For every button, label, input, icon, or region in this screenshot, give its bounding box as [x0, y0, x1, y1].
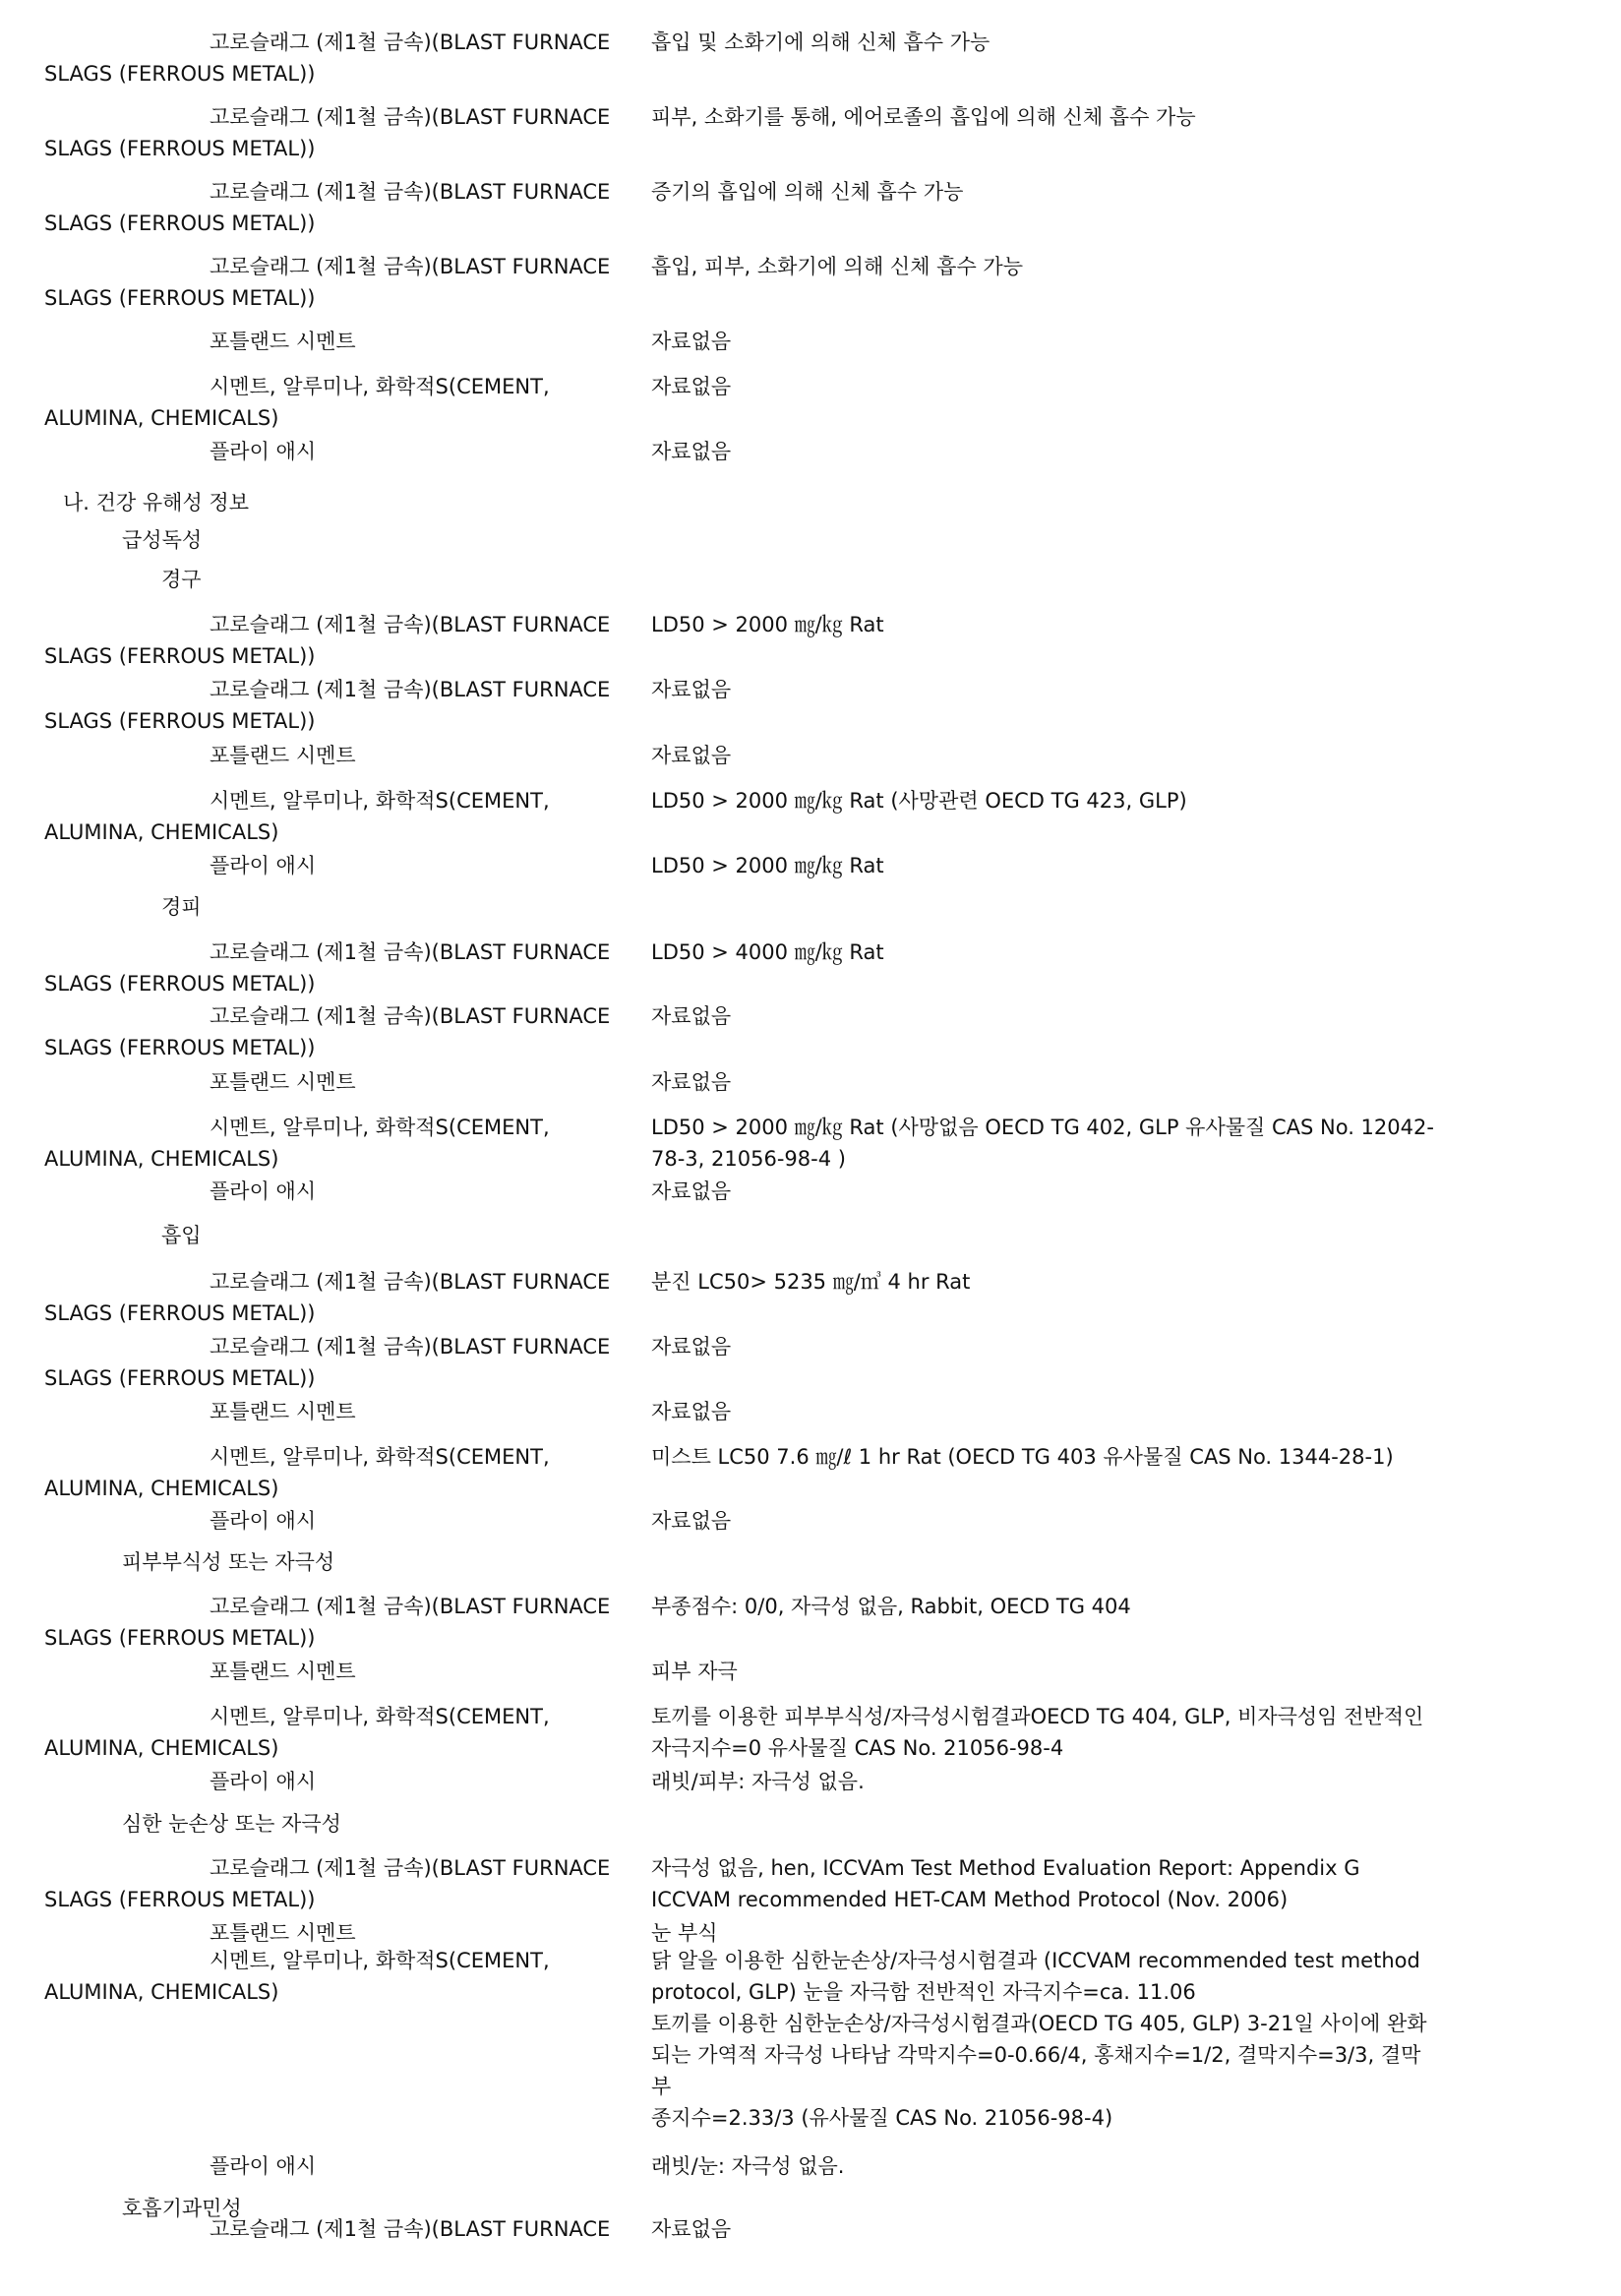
value-line: ICCVAM recommended HET-CAM Method Protocol (Nov. 2006) [651, 1888, 1289, 1911]
substance-name-continued: ALUMINA, CHEMICALS) [44, 820, 279, 844]
substance-name: 플라이 애시 [210, 1509, 317, 1533]
substance-value [651, 27, 1438, 58]
value-line: 흡입, 피부, 소화기에 의해 신체 흡수 가능 [651, 255, 1023, 278]
value-line: 토끼를 이용한 피부부식성/자극성시험결과OECD TG 404, GLP, 비자극성임 전반적인 [651, 1705, 1424, 1728]
value-line: 자료없음 [651, 1070, 732, 1094]
value-line: 자료없음 [651, 1509, 732, 1533]
substance-name-continued: SLAGS (FERROUS METAL)) [44, 1888, 316, 1911]
substance-value [651, 1441, 1438, 1473]
substance-value [651, 251, 1438, 282]
value-line: LD50 > 2000 ㎎/㎏ Rat (사망없음 OECD TG 402, GLP 유사물질 CAS No. 12042- [651, 1116, 1434, 1139]
value-line: 토끼를 이용한 심한눈손상/자극성시험결과(OECD TG 405, GLP) 3-21일 사이에 완화 [651, 2012, 1427, 2035]
substance-value [651, 1331, 1438, 1362]
substance-name: 고로슬래그 (제1철 금속)(BLAST FURNACE [210, 613, 611, 636]
value-line: 래빗/피부: 자극성 없음. [651, 1770, 865, 1793]
substance-name-continued: ALUMINA, CHEMICALS) [44, 406, 279, 430]
value-line: 되는 가역적 자극성 나타남 각막지수=0-0.66/4, 홍채지수=1/2, 결막지수=3/3, 결막부 [651, 2043, 1421, 2098]
value-line: 자료없음 [651, 1335, 732, 1359]
substance-name: 포틀랜드 시멘트 [210, 330, 356, 353]
value-line: 자료없음 [651, 1400, 732, 1423]
value-line: 부종점수: 0/0, 자극성 없음, Rabbit, OECD TG 404 [651, 1595, 1131, 1618]
substance-name: 고로슬래그 (제1철 금속)(BLAST FURNACE [210, 180, 611, 204]
substance-value [651, 850, 1438, 881]
substance-name: 시멘트, 알루미나, 화학적S(CEMENT, [210, 1949, 550, 1972]
substance-name: 고로슬래그 (제1철 금속)(BLAST FURNACE [210, 30, 611, 54]
substance-value [651, 1766, 1438, 1797]
substance-name-continued: SLAGS (FERROUS METAL)) [44, 1301, 316, 1325]
value-line: 자료없음 [651, 744, 732, 767]
substance-name: 플라이 애시 [210, 1770, 317, 1793]
substance-name: 고로슬래그 (제1철 금속)(BLAST FURNACE [210, 1270, 611, 1294]
substance-value [651, 1396, 1438, 1427]
substance-value [651, 1656, 1438, 1687]
substance-name: 포틀랜드 시멘트 [210, 1660, 356, 1683]
substance-value [651, 1066, 1438, 1098]
section-heading: 경구 [161, 568, 202, 591]
substance-value [651, 1945, 1438, 2134]
substance-name: 시멘트, 알루미나, 화학적S(CEMENT, [210, 1705, 550, 1728]
substance-name: 시멘트, 알루미나, 화학적S(CEMENT, [210, 1445, 550, 1469]
substance-value [651, 371, 1438, 402]
section-heading: 흡입 [161, 1224, 202, 1247]
substance-name: 시멘트, 알루미나, 화학적S(CEMENT, [210, 375, 550, 398]
section-heading: 호흡기과민성 [122, 2197, 242, 2220]
substance-name-continued: ALUMINA, CHEMICALS) [44, 1477, 279, 1500]
substance-value [651, 674, 1438, 705]
value-line: 닭 알을 이용한 심한눈손상/자극성시험결과 (ICCVAM recommended test method [651, 1949, 1420, 1972]
substance-name: 포틀랜드 시멘트 [210, 1070, 356, 1094]
substance-name: 고로슬래그 (제1철 금속)(BLAST FURNACE [210, 2217, 611, 2241]
substance-name: 고로슬래그 (제1철 금속)(BLAST FURNACE [210, 1335, 611, 1359]
substance-value [651, 740, 1438, 771]
substance-name-continued: SLAGS (FERROUS METAL)) [44, 644, 316, 668]
substance-name: 포틀랜드 시멘트 [210, 1400, 356, 1423]
value-line: 눈 부식 [651, 1921, 718, 1945]
substance-name-continued: ALUMINA, CHEMICALS) [44, 1736, 279, 1760]
substance-name: 시멘트, 알루미나, 화학적S(CEMENT, [210, 1116, 550, 1139]
value-line: 자료없음 [651, 330, 732, 353]
substance-name: 플라이 애시 [210, 440, 317, 463]
substance-name: 시멘트, 알루미나, 화학적S(CEMENT, [210, 789, 550, 813]
substance-name-continued: ALUMINA, CHEMICALS) [44, 1980, 279, 2004]
value-line: 흡입 및 소화기에 의해 신체 흡수 가능 [651, 30, 991, 54]
substance-value [651, 1176, 1438, 1207]
substance-value [651, 2150, 1438, 2182]
value-line: LD50 > 2000 ㎎/㎏ Rat [651, 613, 884, 636]
substance-value [651, 1591, 1438, 1622]
substance-name-continued: SLAGS (FERROUS METAL)) [44, 1626, 316, 1650]
substance-name: 고로슬래그 (제1철 금속)(BLAST FURNACE [210, 1595, 611, 1618]
substance-name-continued: SLAGS (FERROUS METAL)) [44, 137, 316, 160]
substance-name-continued: ALUMINA, CHEMICALS) [44, 1147, 279, 1171]
value-line: LD50 > 2000 ㎎/㎏ Rat (사망관련 OECD TG 423, GLP) [651, 789, 1187, 813]
substance-name: 고로슬래그 (제1철 금속)(BLAST FURNACE [210, 105, 611, 129]
value-line: 피부 자극 [651, 1660, 738, 1683]
value-line: LD50 > 4000 ㎎/㎏ Rat [651, 940, 884, 964]
substance-value [651, 609, 1438, 640]
value-line: 자극지수=0 유사물질 CAS No. 21056-98-4 [651, 1736, 1064, 1760]
value-line: 래빗/눈: 자극성 없음. [651, 2154, 845, 2178]
section-heading: 급성독성 [122, 528, 203, 552]
substance-name-continued: SLAGS (FERROUS METAL)) [44, 972, 316, 996]
value-line: 자료없음 [651, 678, 732, 701]
substance-name-continued: SLAGS (FERROUS METAL)) [44, 211, 316, 235]
value-line: 자료없음 [651, 2217, 732, 2241]
substance-name: 플라이 애시 [210, 1179, 317, 1203]
section-heading: 심한 눈손상 또는 자극성 [122, 1812, 341, 1836]
substance-name-continued: SLAGS (FERROUS METAL)) [44, 286, 316, 310]
value-line: LD50 > 2000 ㎎/㎏ Rat [651, 854, 884, 877]
value-line: 자극성 없음, hen, ICCVAm Test Method Evaluation Report: Appendix G [651, 1856, 1360, 1880]
substance-name: 고로슬래그 (제1철 금속)(BLAST FURNACE [210, 1004, 611, 1028]
substance-value [651, 176, 1438, 208]
substance-value [651, 436, 1438, 467]
substance-value [651, 785, 1438, 816]
substance-value [651, 1112, 1438, 1175]
value-line: 자료없음 [651, 1179, 732, 1203]
substance-value [651, 2213, 1438, 2245]
value-line: 78-3, 21056-98-4 ) [651, 1147, 846, 1171]
substance-name: 플라이 애시 [210, 854, 317, 877]
value-line: 피부, 소화기를 통해, 에어로졸의 흡입에 의해 신체 흡수 가능 [651, 105, 1196, 129]
substance-name: 고로슬래그 (제1철 금속)(BLAST FURNACE [210, 255, 611, 278]
substance-value [651, 937, 1438, 968]
substance-name: 플라이 애시 [210, 2154, 317, 2178]
value-line: 자료없음 [651, 1004, 732, 1028]
value-line: 자료없음 [651, 440, 732, 463]
substance-value [651, 1000, 1438, 1032]
substance-name: 포틀랜드 시멘트 [210, 744, 356, 767]
substance-value [651, 1701, 1438, 1764]
substance-name-continued: SLAGS (FERROUS METAL)) [44, 62, 316, 86]
substance-value [651, 1852, 1438, 1915]
value-line: 증기의 흡입에 의해 신체 흡수 가능 [651, 180, 964, 204]
substance-name: 고로슬래그 (제1철 금속)(BLAST FURNACE [210, 940, 611, 964]
section-heading: 나. 건강 유해성 정보 [63, 491, 249, 514]
substance-name-continued: SLAGS (FERROUS METAL)) [44, 709, 316, 733]
substance-name-continued: SLAGS (FERROUS METAL)) [44, 1366, 316, 1390]
substance-name: 고로슬래그 (제1철 금속)(BLAST FURNACE [210, 678, 611, 701]
value-line: 분진 LC50> 5235 ㎎/㎥ 4 hr Rat [651, 1270, 971, 1294]
value-line: 미스트 LC50 7.6 ㎎/ℓ 1 hr Rat (OECD TG 403 유사물질 CAS No. 1344-28-1) [651, 1445, 1394, 1469]
section-heading: 피부부식성 또는 자극성 [122, 1550, 335, 1574]
substance-value [651, 1505, 1438, 1537]
substance-value [651, 101, 1438, 133]
substance-name-continued: SLAGS (FERROUS METAL)) [44, 1036, 316, 1059]
value-line: protocol, GLP) 눈을 자극함 전반적인 자극지수=ca. 11.06 [651, 1980, 1196, 2004]
substance-name: 고로슬래그 (제1철 금속)(BLAST FURNACE [210, 1856, 611, 1880]
substance-name: 포틀랜드 시멘트 [210, 1921, 356, 1945]
value-line: 종지수=2.33/3 (유사물질 CAS No. 21056-98-4) [651, 2106, 1113, 2130]
substance-value [651, 1266, 1438, 1298]
section-heading: 경피 [161, 895, 202, 919]
value-line: 자료없음 [651, 375, 732, 398]
substance-value [651, 326, 1438, 357]
